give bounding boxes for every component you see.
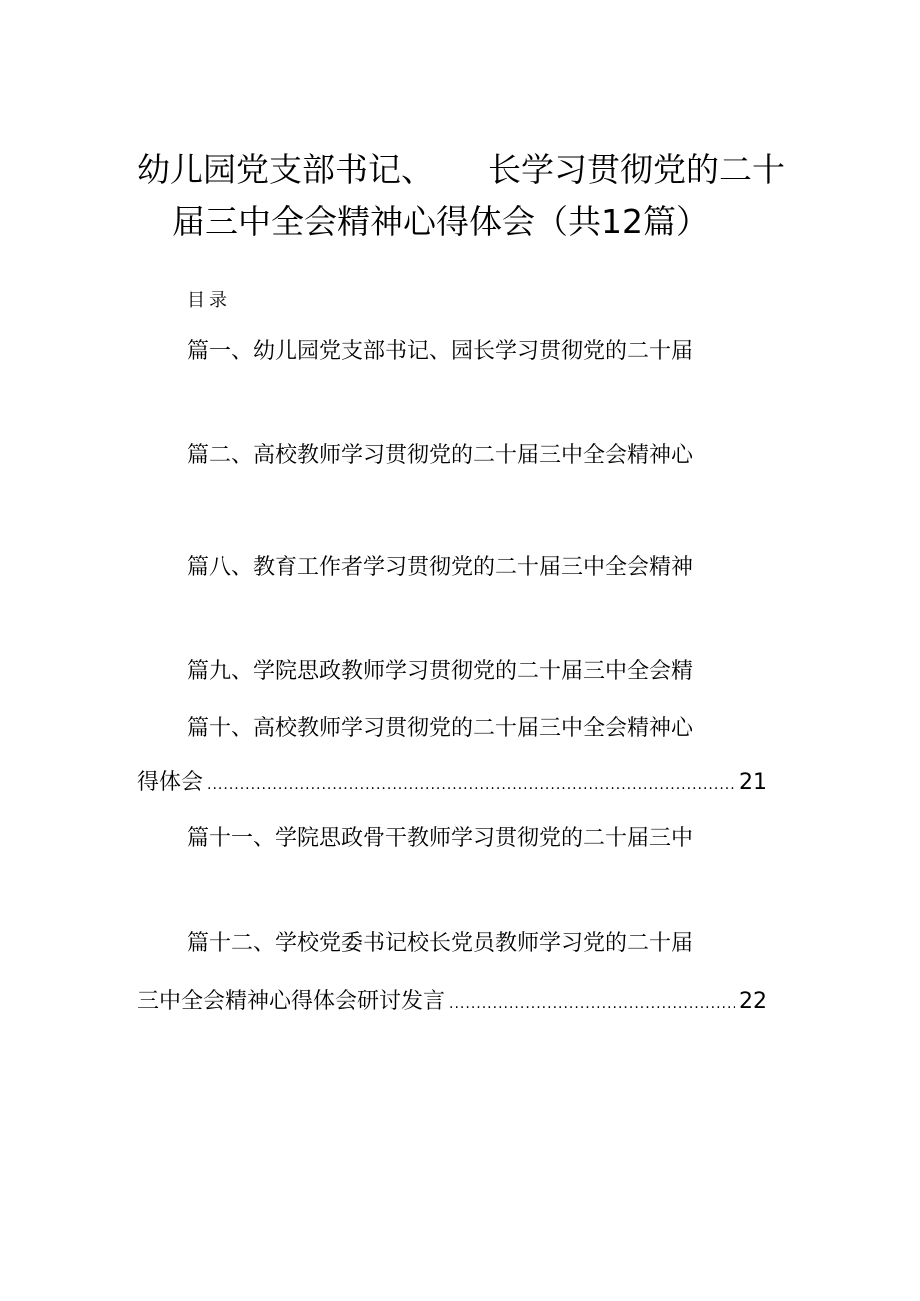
toc-entry-10[interactable]: 篇十、高校教师学习贯彻党的二十届三中全会精神心 bbox=[187, 716, 694, 741]
toc-entry-2[interactable]: 篇二、高校教师学习贯彻党的二十届三中全会精神心 bbox=[187, 443, 694, 468]
toc-heading: 目录 bbox=[187, 290, 231, 311]
dot-leader bbox=[207, 770, 735, 800]
toc-entry-10-page-number: 21 bbox=[739, 770, 767, 795]
document-title-line1-part2: 长学习贯彻党的二十 bbox=[488, 150, 785, 189]
toc-entry-12-continuation[interactable] bbox=[137, 987, 767, 1019]
document-title-line2: 届三中全会精神心得体会（共12篇） bbox=[172, 202, 709, 241]
toc-entry-12[interactable]: 篇十二、学校党委书记校长党员教师学习党的二十届 bbox=[187, 931, 694, 956]
toc-entry-12-page-number: 22 bbox=[739, 989, 767, 1014]
toc-entry-1[interactable]: 篇一、幼儿园党支部书记、园长学习贯彻党的二十届 bbox=[187, 339, 694, 364]
toc-entry-10-continuation[interactable] bbox=[137, 768, 767, 800]
document-title-line1-part1: 幼儿园党支部书记、 bbox=[137, 150, 434, 189]
toc-entry-9[interactable]: 篇九、学院思政教师学习贯彻党的二十届三中全会精 bbox=[187, 659, 694, 684]
dot-leader bbox=[449, 989, 735, 1019]
toc-entry-11[interactable]: 篇十一、学院思政骨干教师学习贯彻党的二十届三中 bbox=[187, 826, 694, 851]
toc-entry-8[interactable]: 篇八、教育工作者学习贯彻党的二十届三中全会精神 bbox=[187, 555, 694, 580]
toc-entry-10-cont-text: 得体会 bbox=[137, 770, 204, 795]
toc-entry-12-cont-text: 三中全会精神心得体会研讨发言 bbox=[137, 989, 446, 1014]
